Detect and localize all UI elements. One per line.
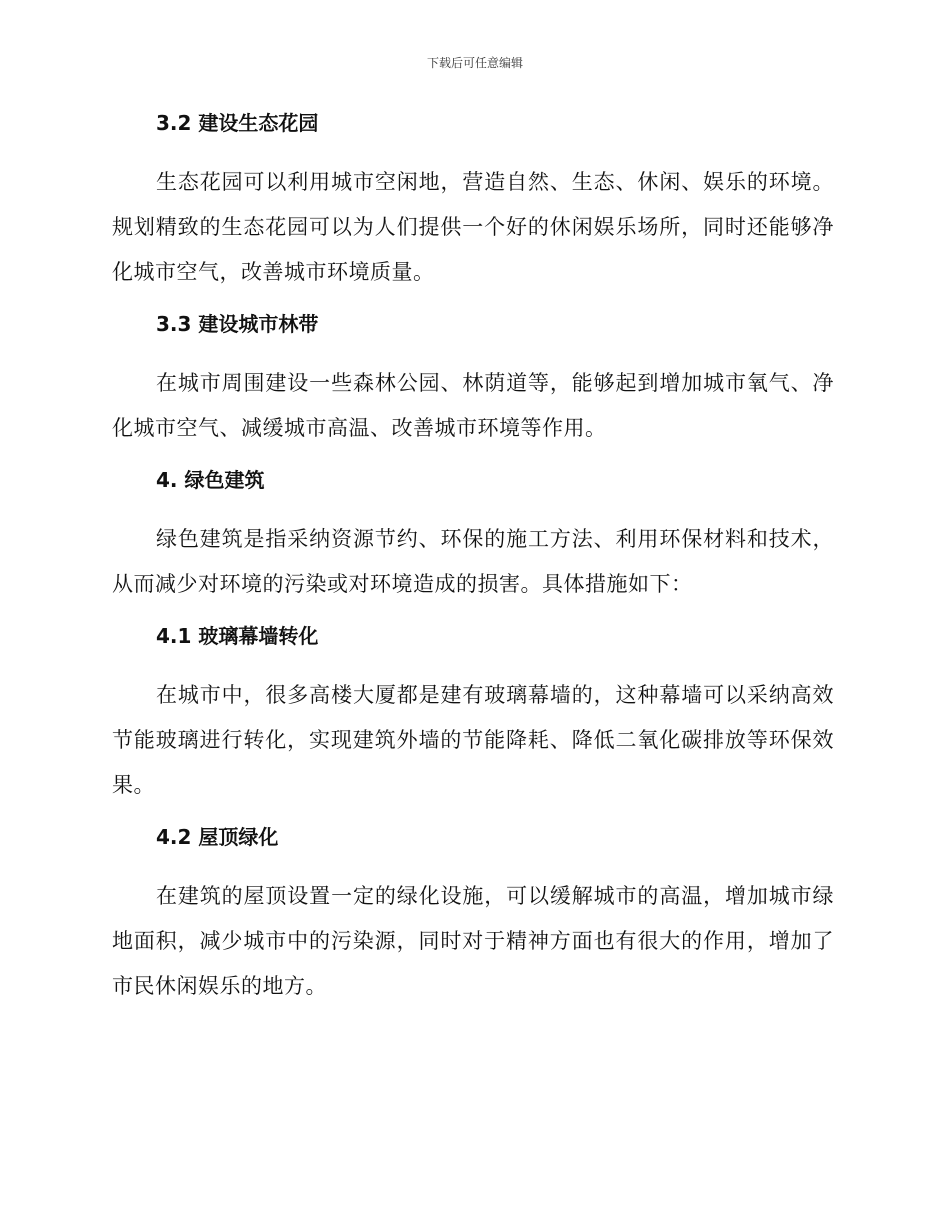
paragraph-forest-belt: 在城市周围建设一些森林公园、林荫道等，能够起到增加城市氧气、净化城市空气、减缓城市高温、改善城市环境等作用。	[112, 371, 834, 440]
section-heading-4: 4. 绿色建筑	[156, 468, 265, 492]
paragraph-roof-greening: 在建筑的屋顶设置一定的绿化设施，可以缓解城市的高温，增加城市绿地面积，减少城市中的污染源，同时对于精神方面也有很大的作用，增加了市民休闲娱乐的地方。	[112, 884, 834, 998]
section-heading-3-2: 3.2 建设生态花园	[156, 111, 319, 135]
section-heading-4-2: 4.2 屋顶绿化	[156, 825, 279, 849]
page-header: 下载后可任意编辑	[426, 56, 523, 70]
paragraph-green-building: 绿色建筑是指采纳资源节约、环保的施工方法、利用环保材料和技术，从而减少对环境的污染或对环境造成的损害。具体措施如下：	[112, 527, 834, 596]
document-body	[112, 108, 834, 1023]
paragraph-glass-curtain-wall: 在城市中，很多高楼大厦都是建有玻璃幕墙的，这种幕墙可以采纳高效节能玻璃进行转化，实现建筑外墙的节能降耗、降低二氧化碳排放等环保效果。	[112, 683, 834, 797]
paragraph-eco-garden: 生态花园可以利用城市空闲地，营造自然、生态、休闲、娱乐的环境。规划精致的生态花园可以为人们提供一个好的休闲娱乐场所，同时还能够净化城市空气，改善城市环境质量。	[112, 170, 834, 284]
section-heading-3-3: 3.3 建设城市林带	[156, 312, 319, 336]
section-heading-4-1: 4.1 玻璃幕墙转化	[156, 624, 319, 648]
